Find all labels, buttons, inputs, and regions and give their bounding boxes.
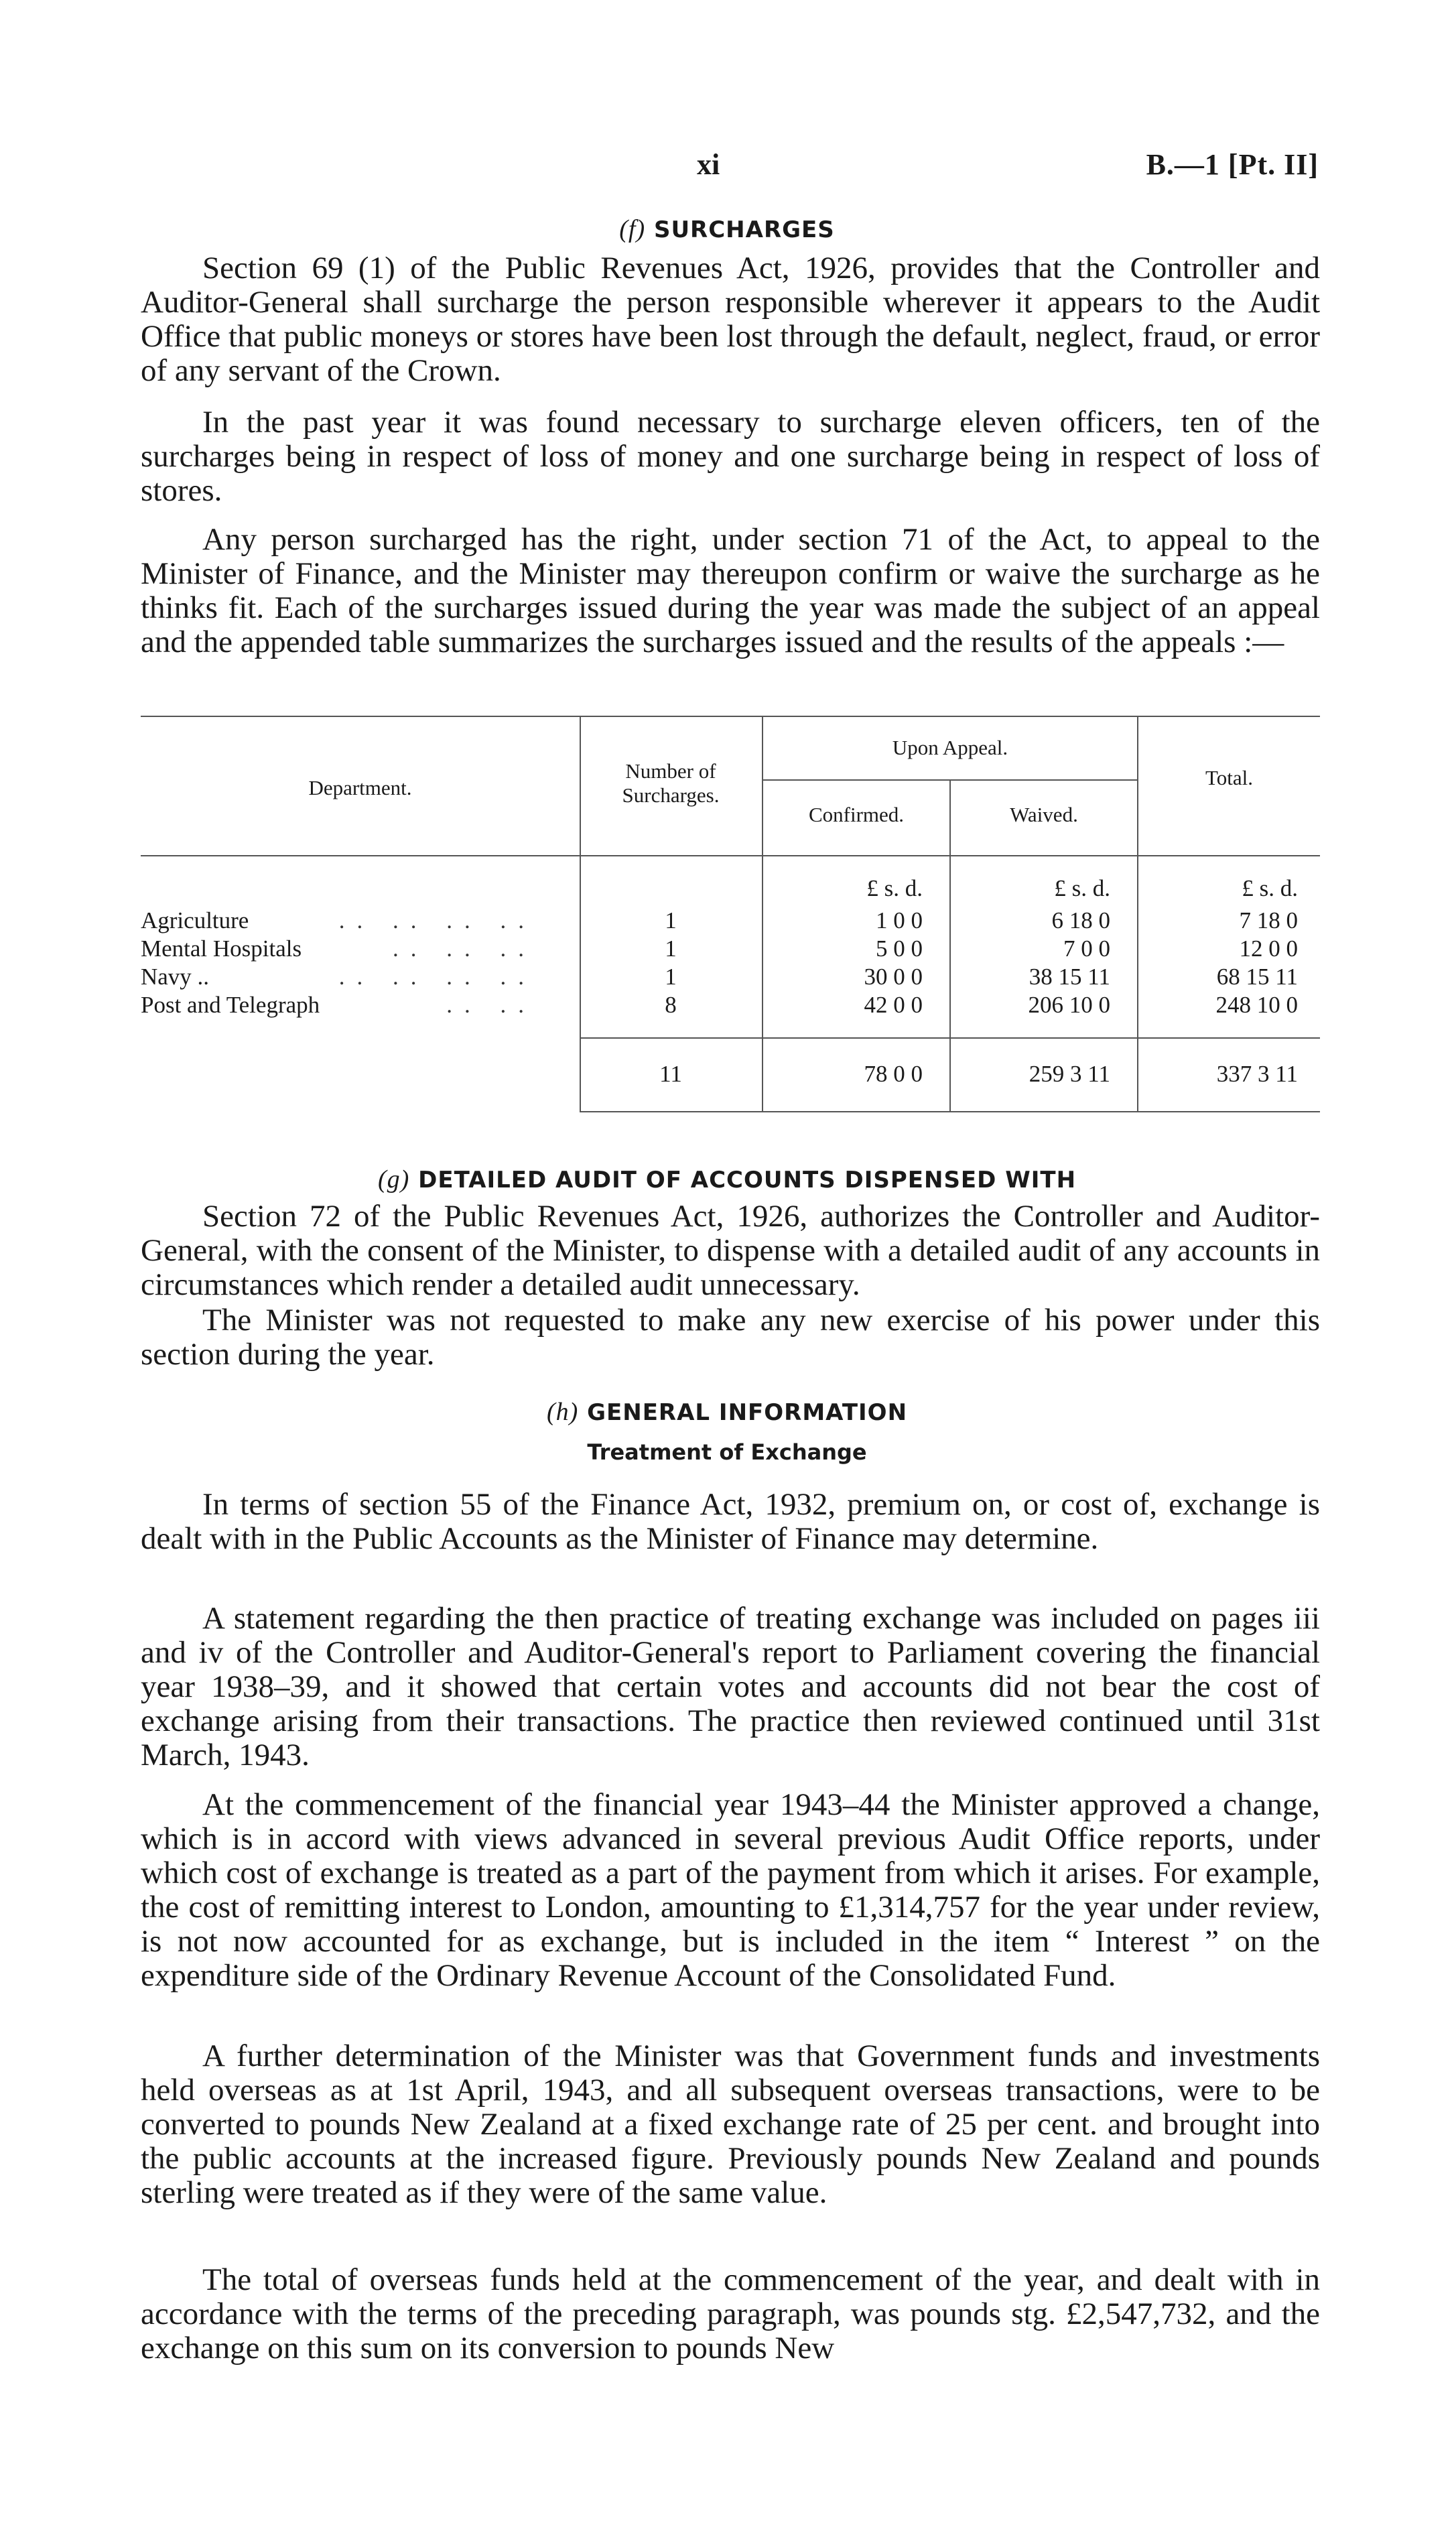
row-department: Mental Hospitals [141, 935, 302, 962]
total-confirmed: 78 0 0 [864, 1061, 923, 1087]
section-h-paragraph-5: The total of overseas funds held at the commencement of the year, and dealt with in accordance with the terms of the preceding paragraph, was pounds stg. £2,547,732, and the exchange on this sum on its conversion to pounds New [141, 2262, 1320, 2366]
row-total: 248 10 0 [1215, 992, 1298, 1018]
section-h-subtitle: Treatment of Exchange [587, 1439, 867, 1465]
table-row: Post and Telegraph .. .. [141, 992, 536, 1018]
row-waived: 6 18 0 [1051, 907, 1110, 933]
header-upon-appeal: Upon Appeal. [892, 736, 1008, 759]
row-total: 7 18 0 [1239, 907, 1298, 933]
table-row: Mental Hospitals .. .. .. [141, 935, 536, 962]
row-confirmed: 42 0 0 [864, 992, 923, 1018]
section-f-paragraph-3: Any person surcharged has the right, under section 71 of the Act, to appeal to the Minister of Finance, and the Minister may thereupon confirm or waive the surcharge as he thinks fit. Each of the surcharges issued during the year was made the subject of an appeal and the appended table summarizes the surcharges issued and the results of the appeals :— [141, 522, 1320, 659]
section-g-mark: (g) [377, 1165, 410, 1193]
row-total: 12 0 0 [1239, 935, 1298, 962]
section-g-paragraph-2: The Minister was not requested to make any new exercise of his power under this section during the year. [141, 1303, 1320, 1372]
section-f-mark: (f) [619, 215, 646, 243]
row-waived: 38 15 11 [1029, 964, 1110, 990]
row-department: Navy .. [141, 964, 210, 990]
section-f-title: SURCHARGES [653, 216, 835, 243]
section-h-mark: (h) [546, 1398, 579, 1426]
section-h-paragraph-1: In terms of section 55 of the Finance Act, 1932, premium on, or cost of, exchange is dealt with in the Public Accounts as the Minister of Finance may determine. [141, 1487, 1320, 1556]
row-number: 1 [665, 907, 677, 933]
section-h-title: GENERAL INFORMATION [587, 1399, 908, 1426]
table-row: Navy .. .. .. .. .. [141, 964, 536, 990]
section-h-paragraph-4: A further determination of the Minister was that Government funds and investments held overseas as at 1st April, 1943, and all subsequent overseas transactions, were to be converted to pounds New Zealand at a fixed exchange rate of 25 per cent. and brought into the public accounts at the increased figure. Previously pounds New Zealand and pounds sterling were treated as if they were of the same value. [141, 2038, 1320, 2210]
section-h-paragraph-2: A statement regarding the then practice of treating exchange was included on pages iii and iv of the Controller and Auditor-General's report to Parliament covering the financial year 1938–39, and it showed that certain votes and accounts did not bear the cost of exchange arising from their transactions. The practice then reviewed continued until 31st March, 1943. [141, 1601, 1320, 1772]
surcharges-table [141, 716, 1320, 1118]
header-confirmed: Confirmed. [808, 803, 905, 826]
row-department: Post and Telegraph [141, 992, 320, 1018]
row-department: Agriculture [141, 907, 249, 933]
total-number: 11 [659, 1061, 682, 1087]
row-confirmed: 5 0 0 [876, 935, 923, 962]
header-number: Number of Surcharges. [622, 759, 720, 807]
row-confirmed: 30 0 0 [864, 964, 923, 990]
units-total: £ s. d. [1242, 875, 1298, 901]
total-total: 337 3 11 [1216, 1061, 1298, 1087]
row-number: 1 [665, 935, 677, 962]
row-waived: 206 10 0 [1028, 992, 1110, 1018]
section-h-heading [134, 1397, 1320, 1427]
section-g-paragraph-1: Section 72 of the Public Revenues Act, 1926, authorizes the Controller and Auditor-General, with the consent of the Minister, to dispense with a detailed audit of any accounts in circumstances which render a detailed audit unnecessary. [141, 1199, 1320, 1302]
page-number: xi [697, 148, 720, 181]
row-waived: 7 0 0 [1063, 935, 1110, 962]
row-number: 1 [665, 964, 677, 990]
row-confirmed: 1 0 0 [876, 907, 923, 933]
section-f-paragraph-1: Section 69 (1) of the Public Revenues Act, 1926, provides that the Controller and Auditor-General shall surcharge the person responsible wherever it appears to the Audit Office that public moneys or stores have been lost through the default, neglect, fraud, or error of any servant of the Crown. [141, 251, 1320, 388]
row-total: 68 15 11 [1216, 964, 1298, 990]
header-total: Total. [1205, 766, 1253, 789]
header-department: Department. [308, 776, 412, 799]
table-row: Agriculture .. .. .. .. [141, 907, 536, 933]
row-number: 8 [665, 992, 677, 1018]
section-f-paragraph-2: In the past year it was found necessary to surcharge eleven officers, ten of the surcharges being in respect of loss of money and one surcharge being in respect of loss of stores. [141, 405, 1320, 508]
page-reference: B.—1 [Pt. II] [1146, 148, 1319, 181]
header-waived: Waived. [1010, 803, 1078, 826]
units-waived: £ s. d. [1054, 875, 1110, 901]
section-h-paragraph-3: At the commencement of the financial year 1943–44 the Minister approved a change, which is in accord with views advanced in several previous Audit Office reports, under which cost of exchange is treated as a part of the payment from which it arises. For example, the cost of remitting interest to London, amounting to £1,314,757 for the year under review, is not now accounted for as exchange, but is included in the item “ Interest ” on the expenditure side of the Ordinary Revenue Account of the Consolidated Fund. [141, 1787, 1320, 1993]
units-confirmed: £ s. d. [866, 875, 923, 901]
section-f-heading [134, 214, 1320, 244]
section-g-heading [134, 1165, 1320, 1194]
section-g-title: DETAILED AUDIT OF ACCOUNTS DISPENSED WITH [418, 1167, 1077, 1193]
total-waived: 259 3 11 [1029, 1061, 1110, 1087]
